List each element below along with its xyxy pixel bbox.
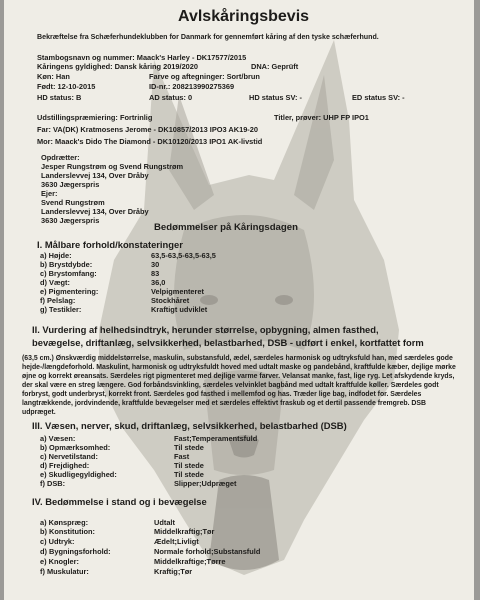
assessment-value: Middelkraftige;Tørre [154,557,226,566]
section2-title: II. Vurdering af helhedsindtryk, herunder størrelse, opbygning, almen fasthed, [32,324,379,335]
far-field: Far: VA(DK) Kratmosens Jerome - DK10857/2013 IPO3 AK19-20 [37,125,258,134]
measure-value: Stockhåret [151,296,190,305]
judging-title: Bedømmelser på Kåringsdagen [154,222,298,233]
section1-title: I. Målbare forhold/konstateringer [37,239,183,250]
assessment-value: Ædelt;Livligt [154,537,199,546]
measure-label: g) Testikler: [40,305,82,314]
hd-sv-field: HD status SV: - [249,93,302,102]
measure-label: c) Brystomfang: [40,269,97,278]
temperament-label: a) Væsen: [40,434,76,443]
measure-value: 83 [151,269,160,278]
opdraetter-line: Jesper Rungstrøm og Svend Rungstrøm [41,162,184,171]
temperament-label: e) Skudligegyldighed: [40,470,117,479]
measure-label: d) Vægt: [40,278,70,287]
measure-value: 63,5-63,5-63,5-63,5 [151,251,216,260]
temperament-value: Fast;Temperamentsfuld [174,434,258,443]
ed-sv-field: ED status SV: - [352,93,405,102]
mor-field: Mor: Maack's Dido The Diamond - DK10120/2013 IPO1 AK-livstid [37,137,263,146]
document-title: Avlskåringsbevis [178,8,310,25]
measure-value: 30 [151,260,160,269]
section3-title: III. Væsen, nerver, skud, driftanlæg, selvsikkerhed, belastbarhed (DSB) [32,420,347,431]
temperament-label: f) DSB: [40,479,66,488]
ejer-line: Svend Rungstrøm [41,198,105,207]
hd-field: HD status: B [37,93,82,102]
certificate-page [4,0,474,600]
measure-label: f) Pelslag: [40,296,76,305]
measure-label: b) Brystdybde: [40,260,93,269]
measure-value: 36,0 [151,278,166,287]
section4-title: IV. Bedømmelse i stand og i bevægelse [32,496,207,507]
temperament-value: Slipper;Udpræget [174,479,237,488]
stambog-field: Stambogsnavn og nummer: Maack's Harley - DK17577/2015 [37,53,247,62]
temperament-label: d) Frejdighed: [40,461,90,470]
measure-value: Kraftigt udviklet [151,305,208,314]
ad-field: AD status: 0 [149,93,193,102]
assessment-label: d) Bygningsforhold: [40,547,111,556]
temperament-value: Til stede [174,461,204,470]
temperament-label: b) Opmærksomhed: [40,443,111,452]
measure-label: e) Pigmentering: [40,287,99,296]
opdraetter-line: 3630 Jægerspris [41,180,100,189]
document-subtitle: Bekræftelse fra Schæferhundeklubben for Danmark for gennemført kåring af den tyske schæferhund. [37,33,379,41]
ejer-label: Ejer: [41,189,58,198]
fodt-field: Født: 12-10-2015 [37,82,96,91]
assessment-label: a) Kønspræg: [40,518,89,527]
temperament-value: Til stede [174,443,204,452]
titler-field: Titler, prøver: UHP FP IPO1 [274,113,369,122]
udstilling-field: Udstillingspræmiering: Fortrinlig [37,113,153,122]
ejer-line: Landerslevvej 134, Over Dråby [41,207,149,216]
karing-field: Kåringens gyldighed: Dansk kåring 2019/2020 [37,62,199,71]
kon-field: Køn: Han [37,72,70,81]
temperament-value: Til stede [174,470,204,479]
opdraetter-line: Landerslevvej 134, Over Dråby [41,171,149,180]
assessment-label: c) Udtryk: [40,537,75,546]
temperament-label: c) Nervetilstand: [40,452,98,461]
assessment-value: Normale forhold;Substansfuld [154,547,261,556]
id-field: ID-nr.: 208213990275369 [149,82,235,91]
opdraetter-label: Opdrætter: [41,153,80,162]
assessment-value: Udtalt [154,518,175,527]
dna-field: DNA: Geprüft [251,62,299,71]
measure-value: Velpigmenteret [151,287,204,296]
assessment-label: e) Knogler: [40,557,80,566]
farve-field: Farve og aftegninger: Sort/brun [149,72,260,81]
assessment-value: Middelkraftig;Tør [154,527,215,536]
assessment-value: Kraftig;Tør [154,567,193,576]
ejer-line: 3630 Jægerspris [41,216,100,225]
section2-title: bevægelse, driftanlæg, selvsikkerhed, belastbarhed, DSB - udført i enkel, kortfattet form [32,337,424,348]
section2-critique-text: (63,5 cm.) Ønskværdig middelstørrelse, maskulin, substansfuld, ædel, særdeles harmonisk og udtryksfuld han, med særdeles gode hejde-/længdeforhold. Maskulint, harmonisk og udtryksfuldt hoved med udtalt maske og pandebånd, kraftfulde kæber, dejlige mørke øjne og korrekt øreansats. Særdeles rigt pigmenteret med dejlige varme farver. Velansat manke, fast, lige ryg. Let afskydende kryds, der skal være en streg længere. God forbåndsvinkling, særdeles velvinklet bagbånd med udtalt kraftfulde køller. Særdeles godt forbryst, godt underbryst, korrekt front. Særdeles god fasthed i mellemfod og has. Træder lige bag, indfodet for. Særdeles langtrækkende, jordvindende, kraftfulde bevægelser med et særdeles effektivt fraskub og et dertil passende fremgreb. DSB udpræget. [22,355,456,416]
assessment-label: f) Muskulatur: [40,567,89,576]
assessment-label: b) Konstitution: [40,527,96,536]
measure-label: a) Højde: [40,251,72,260]
temperament-value: Fast [174,452,190,461]
